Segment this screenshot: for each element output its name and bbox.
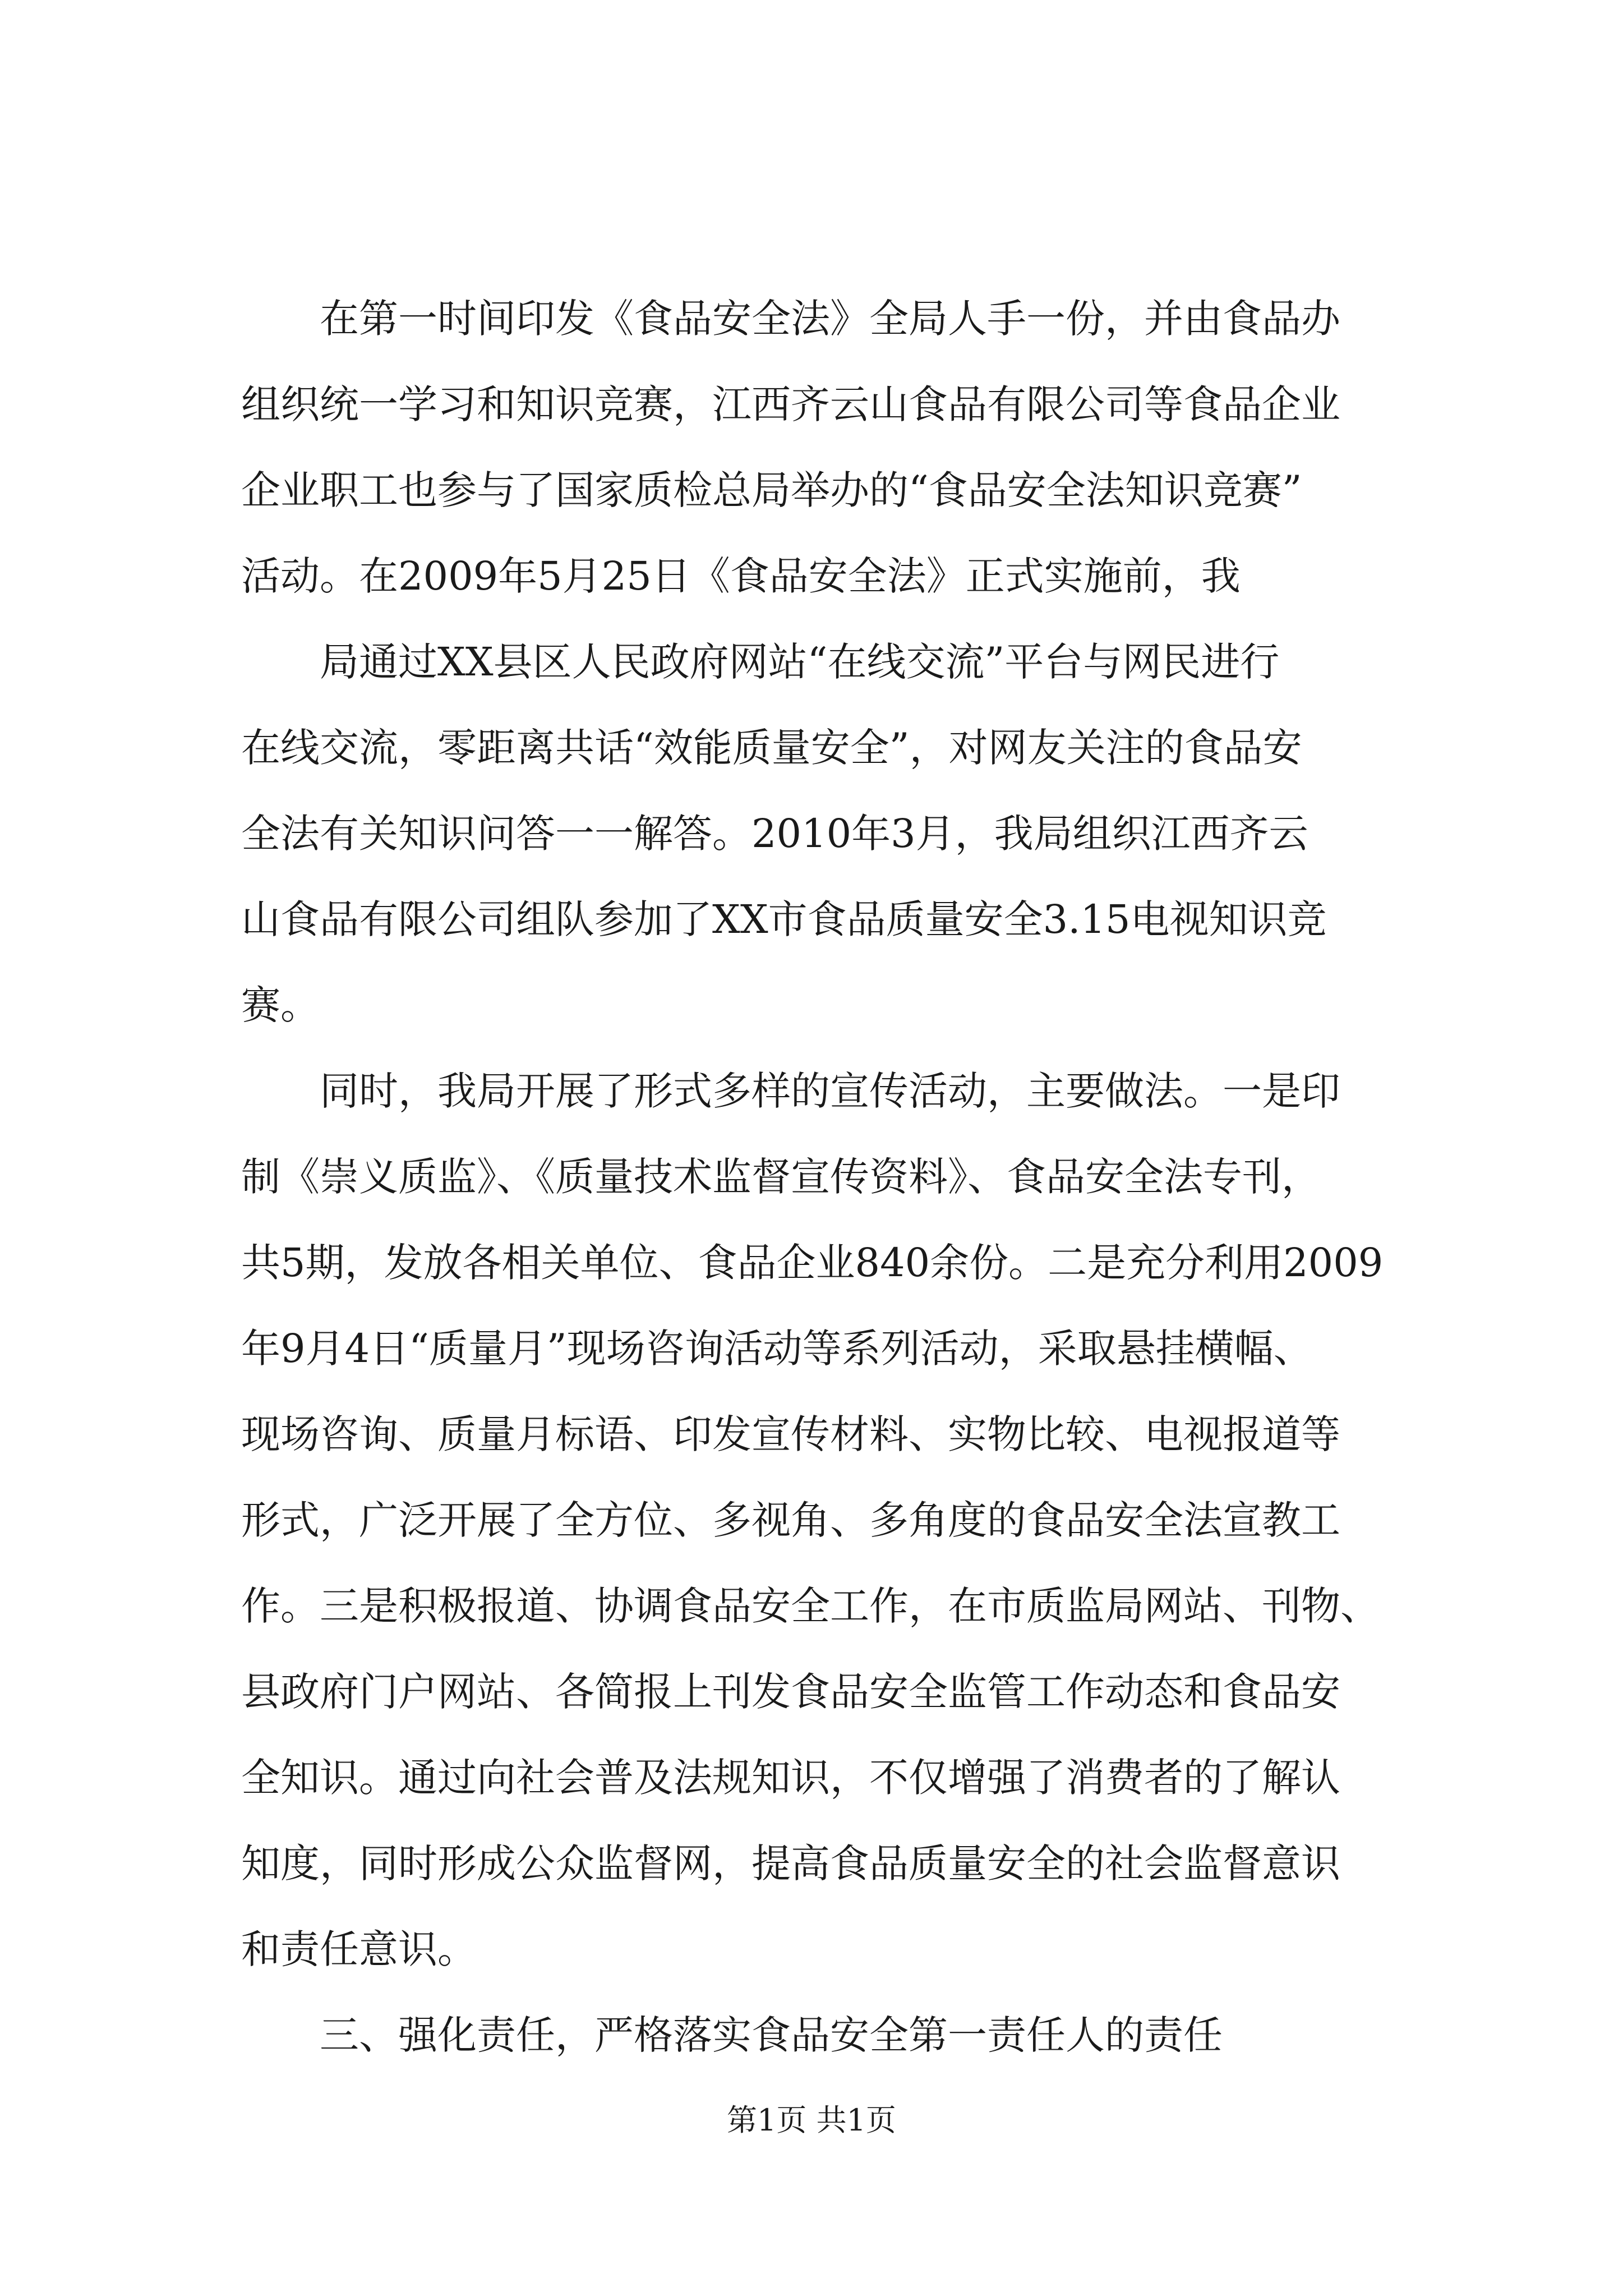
text-line-3: 企业职工也参与了国家质检总局举办的“食品安全法知识竞赛” <box>241 467 1302 513</box>
text-line-10: 同时，我局开展了形式多样的宣传活动，主要做法。一是印 <box>241 1068 1340 1114</box>
text-line-13: 年9月4日“质量月”现场咨询活动等系列活动，采取悬挂横幅、 <box>241 1326 1313 1372</box>
text-line-12: 共5期，发放各相关单位、食品企业840余份。二是充分利用2009 <box>241 1240 1384 1286</box>
text-line-18: 全知识。通过向社会普及法规知识，不仅增强了消费者的了解认 <box>241 1755 1340 1801</box>
section-heading: 三、强化责任，严格落实食品安全第一责任人的责任 <box>241 2012 1223 2058</box>
text-line-19: 知度，同时形成公众监督网，提高食品质量安全的社会监督意识 <box>241 1841 1340 1887</box>
text-line-1: 在第一时间印发《食品安全法》全局人手一份，并由食品办 <box>241 296 1340 342</box>
text-line-8: 山食品有限公司组队参加了XX市食品质量安全3.15电视知识竞 <box>241 896 1327 942</box>
text-line-11: 制《崇义质监》、《质量技术监督宣传资料》、食品安全法专刊， <box>241 1154 1321 1200</box>
page-footer: 第1页 共1页 <box>727 2102 896 2138</box>
text-line-2: 组织统一学习和知识竞赛，江西齐云山食品有限公司等食品企业 <box>241 381 1340 427</box>
text-line-6: 在线交流，零距离共话“效能质量安全”，对网友关注的食品安 <box>241 725 1302 771</box>
text-line-20: 和责任意识。 <box>241 1926 477 1972</box>
text-line-5: 局通过XX县区人民政府网站“在线交流”平台与网民进行 <box>241 639 1280 685</box>
text-line-7: 全法有关知识问答一一解答。2010年3月，我局组织江西齐云 <box>241 811 1308 857</box>
text-line-9: 赛。 <box>241 982 320 1028</box>
text-line-16: 作。三是积极报道、协调食品安全工作，在市质监局网站、刊物、 <box>241 1583 1380 1629</box>
text-line-17: 县政府门户网站、各简报上刊发食品安全监管工作动态和食品安 <box>241 1669 1340 1715</box>
text-line-15: 形式，广泛开展了全方位、多视角、多角度的食品安全法宣教工 <box>241 1497 1340 1543</box>
text-line-4: 活动。在2009年5月25日《食品安全法》正式实施前，我 <box>241 553 1241 599</box>
text-line-14: 现场咨询、质量月标语、印发宣传材料、实物比较、电视报道等 <box>241 1411 1340 1457</box>
